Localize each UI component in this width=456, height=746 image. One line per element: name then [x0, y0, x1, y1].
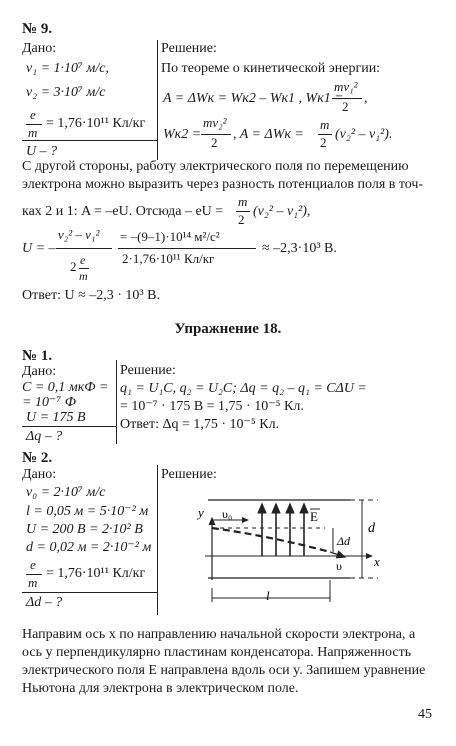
- given-v1: v₁ = 1·10⁷ м/с,: [26, 61, 109, 76]
- unknown-U: U – ?: [26, 144, 58, 159]
- p2-para-line1: Направим ось x по направлению начальной скорости электрона, а: [22, 627, 416, 642]
- p1-solution-label: Решение:: [120, 363, 176, 378]
- problem-1-number: № 1.: [22, 348, 53, 364]
- problem-9-answer: Ответ: U ≈ –2,3 · 10³ В.: [22, 288, 160, 303]
- given-U2: U = 200 В = 2·10² В: [26, 522, 143, 537]
- U-equals: U = –: [22, 241, 56, 256]
- p2-em-denominator: m: [28, 575, 38, 590]
- problem-2-given-label: Дано:: [22, 467, 57, 482]
- formula-2-num: mv₂²: [203, 115, 227, 130]
- v0-label: υ₀: [222, 507, 233, 521]
- formula-2b: , A = ΔWк =: [233, 127, 304, 142]
- given-d: d = 0,02 м = 2·10⁻² м: [26, 540, 152, 555]
- para1-frac-den: 2: [238, 212, 245, 227]
- p1-line2: = 10⁻⁷ · 175 В = 1,75 · 10⁻⁵ Кл.: [120, 399, 304, 414]
- E-label: E: [310, 509, 318, 524]
- given-C: C = 0,1 мкФ =: [22, 380, 109, 395]
- para1-line2: электрона можно выразить через разность потенциалов поля в точ-: [22, 177, 424, 192]
- para1-line1: С другой стороны, работу электрического поля по перемещению: [22, 159, 409, 174]
- p2-para-line3: электрического поля E направлена вдоль оси y. Запишем уравнение: [22, 663, 426, 678]
- formula-2-frac2-num: m: [320, 117, 330, 132]
- para1-line3a: ках 2 и 1: A = –eU. Отсюда – eU =: [22, 204, 224, 219]
- unknown-dq: Δq – ?: [26, 429, 63, 444]
- formula-1-den: 2: [342, 99, 349, 114]
- p2-para-line4: Ньютона для электрона в электрическом поле.: [22, 681, 299, 696]
- em-denominator: m: [28, 125, 38, 140]
- U-frac2-den: 2·1,76·10¹¹ Кл/кг: [122, 251, 215, 266]
- delta-d-label: Δd: [337, 534, 351, 548]
- formula-2a: Wк2 =: [163, 127, 202, 142]
- U-frac1-den-2: 2: [70, 259, 77, 274]
- U-frac2-num: = –(9–1)·10¹⁴ м²/с²: [120, 229, 220, 244]
- problem-2-number: № 2.: [22, 450, 53, 466]
- p2-em-numerator: e: [30, 557, 36, 572]
- trajectory: [212, 528, 330, 552]
- problem-9-number: № 9.: [22, 21, 53, 37]
- em-numerator: e: [30, 107, 36, 122]
- given-em-2: = 1,76·10¹¹ Кл/кг: [46, 566, 146, 581]
- given-v2: v₂ = 3·10⁷ м/с: [26, 85, 106, 100]
- para1-frac-num: m: [238, 194, 248, 209]
- formula-2-frac2-den: 2: [320, 135, 327, 150]
- U-result: ≈ –2,3·10³ В.: [262, 241, 337, 256]
- given-C-si: = 10⁻⁷ Ф: [22, 395, 76, 410]
- v-label: υ: [336, 559, 342, 573]
- given-em: = 1,76·10¹¹ Кл/кг: [46, 116, 146, 131]
- formula-1-num: mv₁²: [334, 79, 358, 94]
- x-label: x: [374, 554, 380, 569]
- p1-answer: Ответ: Δq = 1,75 · 10⁻⁵ Кл.: [120, 417, 280, 432]
- problem-9-given-label: Дано:: [22, 41, 57, 56]
- U-frac1-den-e: e: [80, 253, 86, 267]
- p1-line1: q₁ = U₁C, q₂ = U₂C; Δq = q₂ – q₁ = CΔU =: [120, 381, 367, 396]
- formula-1: A = ΔWк = Wк2 – Wк1 , Wк1 =: [163, 91, 344, 106]
- page-number: 45: [418, 707, 432, 722]
- given-l: l = 0,05 м = 5·10⁻² м: [26, 504, 149, 519]
- d-label: d: [368, 521, 375, 536]
- formula-1-comma: ,: [364, 91, 368, 106]
- p2-para-line2: ось y перпендикулярно пластинам конденсатора. Напряженность: [22, 645, 412, 660]
- given-U: U = 175 В: [26, 410, 86, 425]
- formula-2c: (v₂² – v₁²).: [335, 127, 393, 142]
- l-label: l: [266, 588, 270, 603]
- given-v0: v₀ = 2·10⁷ м/с: [26, 485, 106, 500]
- U-frac1-num: v₂² – v₁²: [58, 227, 100, 242]
- p2-solution-label: Решение:: [161, 467, 217, 482]
- exercise-title: Упражнение 18.: [174, 321, 282, 337]
- solution-label: Решение:: [161, 41, 217, 56]
- formula-2-den: 2: [211, 135, 218, 150]
- y-label: y: [198, 505, 204, 520]
- para1-line3b: (v₂² – v₁²),: [253, 204, 311, 219]
- U-frac1-den-m: m: [79, 269, 88, 283]
- problem-1-given-label: Дано:: [22, 364, 57, 379]
- theorem-text: По теореме о кинетической энергии:: [161, 61, 381, 76]
- unknown-dd: Δd – ?: [26, 595, 63, 610]
